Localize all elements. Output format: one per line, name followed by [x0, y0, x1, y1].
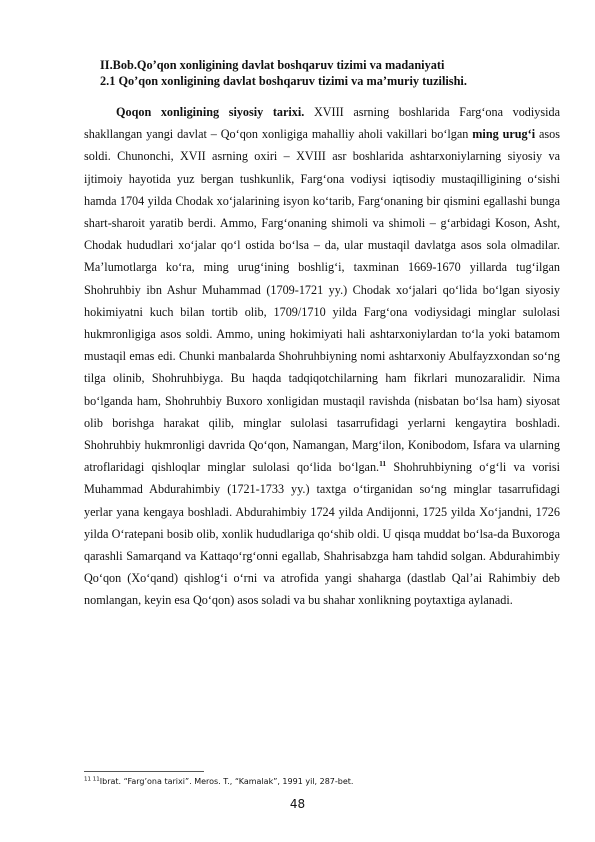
paragraph-lead: Qoqon xonligining siyosiy tarixi. [116, 105, 305, 119]
footnote-text: Ibrat. “Farg’ona tarixi”. Meros. T., “Kamalak”, 1991 yil, 287-bet. [99, 777, 354, 786]
body-paragraph [84, 101, 560, 612]
paragraph-text-3: Shohruhbiyning o‘g‘li va vorisi Muhammad Abdurahimbiy (1721-1733 yy.) taxtga o‘tirganidan so‘ng minglar tasarrufidagi yerlar yana kengaya boshladi. Abdurahimbiy 1724 yilda Andijonni, 1725 yilda Xo‘jandni, 1726 yilda O‘ratepani bosib olib, xonlik hududlariga qo‘shib oldi. U qisqa muddat bo‘lsa-da Buxoroga qarashli Samarqand va Kattaqo‘rg‘onni egallab, Shahrisabzga ham tahdid solgan. Abdurahimbiy Qo‘qon (Xo‘qand) qishlog‘i o‘rni va atrofida yangi shaharga (dastlab Qal’ai Rahimbiy deb nomlangan, keyin esa Qo‘qon) asos soladi va bu shahar xonlikning poytaxtiga aylanadi. [84, 460, 561, 608]
footnote-divider [84, 771, 204, 772]
bold-term: ming urug‘i [472, 127, 536, 142]
footnote-marker: 11 11 [84, 776, 100, 783]
footnote-reference[interactable]: 11 [379, 459, 387, 469]
headings-block [100, 57, 560, 89]
paragraph-text-1: XVIII asrning boshlarida Farg‘ona vodiysida shakllangan yangi davlat – Qo‘qon xonligiga mahalliy aholi vakillari bo‘lgan [84, 105, 561, 142]
section-heading: 2.1 Qo’qon xonligining davlat boshqaruv tizimi va ma’muriy tuzilishi. [100, 74, 467, 88]
paragraph-text-2: asos soldi. Chunonchi, XVII asrning oxiri – XVIII asr boshlarida ashtarxoniylarning siyosiy va ijtimoiy hayotida yuz bergan tushkunlik, Farg‘ona vodiysi iqtisodiy mustaqilligining o‘sishi hamda 1704 yilda Chodak xo‘jalarining isyon ko‘tarib, Farg‘onaning bir qismini egallashi bunga shart-sharoit yaratib berdi. Ammo, Farg‘onaning shimoli va shimoli – g‘arbidagi Koson, Asht, Chodak hududlari xo‘jalar qo‘l ostida bo‘lsa – da, ular mustaqil davlatga asos sola olmadilar. Ma’lumotlarga ko‘ra, ming urug‘ining boshlig‘i, taxminan 1669-1670 yillarda tug‘ilgan Shohruhbiy ibn Ashur Muhammad (1709-1721 yy.) Chodak xo‘jalari qo‘lida bo‘lgan siyosiy hokimiyatni kuch bilan tortib olib, 1709/1710 yilda Farg‘ona vodiysidagi minglar sulolasi hukmronligiga asos soldi. Ammo, uning hokimiyati hali ashtarxoniylardan to‘la yoki batamom mustaqil emas edi. Chunki manbalarda Shohruhbiyning nomi ashtarxoniy Abulfayzxondan so‘ng tilga olinib, Shohruhbiyga. Bu haqda tadqiqotchilarning ham fikrlari munozaralidir. Nima bo‘lganda ham, Shohruhbiy Buxoro xonligidan mustaqil ravishda (nisbatan bo‘lsa ham) siyosat olib borishga harakat qilib, minglar sulolasi tasarrufidagi yerlarni kengaytira boshladi. Shohruhbiy hukmronligi davrida Qo‘qon, Namangan, Marg‘ilon, Konibodom, Isfara va ularning atroflaridagi qishloqlar minglar sulolasi qo‘lida bo‘lgan. [84, 127, 560, 475]
page-number: 48 [289, 797, 306, 811]
body-text [84, 101, 560, 612]
footnote [84, 776, 560, 787]
chapter-heading: II.Bob.Qo’qon xonligining davlat boshqaruv tizimi va madaniyati [100, 58, 445, 72]
